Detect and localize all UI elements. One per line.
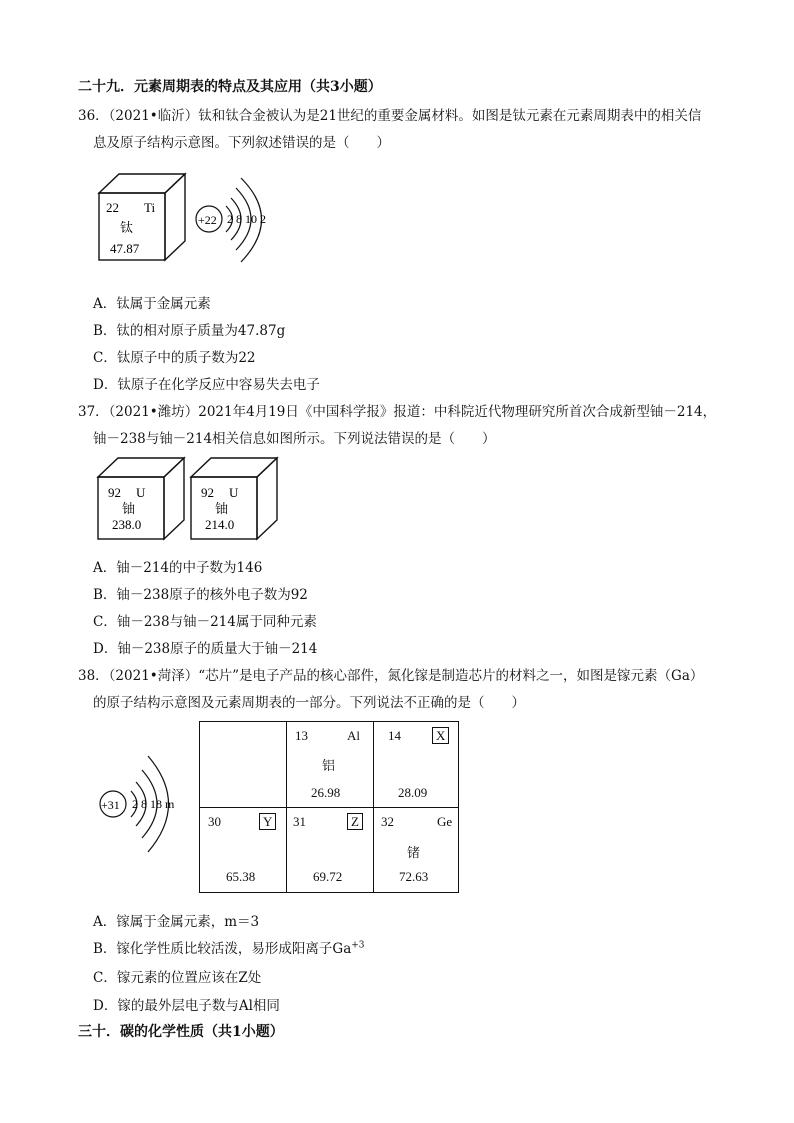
ge-number: 32 xyxy=(381,814,394,829)
ga-shells: 2 8 18 m xyxy=(132,797,175,811)
x-number: 14 xyxy=(388,728,401,743)
question-36-stem-cont: 息及原子结构示意图。下列叙述错误的是（ ） xyxy=(93,135,390,151)
gallium-atom-diagram xyxy=(96,740,196,870)
question-38-stem: 38．（2021•菏泽）“芯片”是电子产品的核心部件，氮化镓是制造芯片的材料之一，如图是镓元素（Ga） xyxy=(78,668,704,684)
q36-option-c: C．钛原子中的质子数为22 xyxy=(93,350,256,366)
z-mass: 69.72 xyxy=(313,869,343,884)
section-title-30: 三十．碳的化学性质（共1小题） xyxy=(78,1024,284,1040)
q38-option-a: A．镓属于金属元素，m＝3 xyxy=(93,914,260,930)
al-number: 13 xyxy=(295,728,308,743)
titanium-figure xyxy=(96,170,276,288)
ti-name: 钛 xyxy=(120,220,134,235)
table-cell-z xyxy=(286,807,374,893)
question-37-stem: 37．（2021•潍坊）2021年4月19日《中国科学报》报道：中科院近代物理研究所首次合成新型铀－214， xyxy=(78,404,717,420)
al-symbol: Al xyxy=(347,728,360,743)
section-title: 二十九．元素周期表的特点及其应用（共3小题） xyxy=(78,79,382,95)
table-cell-empty xyxy=(199,721,287,808)
z-symbol: Z xyxy=(347,813,363,830)
u238-mass: 238.0 xyxy=(112,517,142,532)
q38-option-b-charge: +3 xyxy=(351,940,365,951)
q37-option-d: D．铀－238原子的质量大于铀－214 xyxy=(93,641,318,657)
q38-option-d: D．镓的最外层电子数与Al相同 xyxy=(93,998,280,1014)
u214-symbol: U xyxy=(229,485,239,500)
ti-shells: 2 8 10 2 xyxy=(227,212,266,226)
q38-option-b-text: B．镓化学性质比较活泼，易形成阳离子Ga xyxy=(93,941,352,957)
q38-option-c: C．镓元素的位置应该在Z处 xyxy=(93,970,262,986)
q37-option-b: B．铀－238原子的核外电子数为92 xyxy=(93,587,308,603)
table-cell-al xyxy=(286,721,374,808)
al-mass: 26.98 xyxy=(311,785,341,800)
y-symbol: Y xyxy=(259,813,276,830)
y-number: 30 xyxy=(208,814,221,829)
table-cell-x xyxy=(373,721,459,808)
q36-option-b: B．钛的相对原子质量为47.87g xyxy=(93,323,286,339)
q38-option-b xyxy=(93,937,365,957)
q36-option-d: D．钛原子在化学反应中容易失去电子 xyxy=(93,377,320,393)
periodic-table-fragment xyxy=(199,721,459,893)
u214-number: 92 xyxy=(201,485,214,500)
q37-option-a: A．铀－214的中子数为146 xyxy=(93,560,263,576)
y-mass: 65.38 xyxy=(226,869,256,884)
ti-mass: 47.87 xyxy=(110,241,140,256)
u238-number: 92 xyxy=(108,485,121,500)
u238-symbol: U xyxy=(136,485,146,500)
u238-name: 铀 xyxy=(122,501,136,516)
q36-option-a: A．钛属于金属元素 xyxy=(93,296,211,312)
table-cell-y xyxy=(199,807,287,893)
ti-symbol: Ti xyxy=(144,200,156,215)
u214-mass: 214.0 xyxy=(205,517,235,532)
ge-symbol: Ge xyxy=(437,814,453,829)
ge-mass: 72.63 xyxy=(399,869,429,884)
x-mass: 28.09 xyxy=(398,785,428,800)
ti-atomic-number: 22 xyxy=(106,200,119,215)
ge-name: 锗 xyxy=(407,845,421,860)
z-number: 31 xyxy=(293,814,306,829)
uranium-figure xyxy=(96,455,281,543)
ga-nucleus: +31 xyxy=(101,798,120,812)
question-37-stem-cont: 铀－238与铀－214相关信息如图所示。下列说法错误的是（ ） xyxy=(93,431,496,447)
table-cell-ge xyxy=(373,807,459,893)
x-symbol: X xyxy=(432,727,449,744)
q37-option-c: C．铀－238与铀－214属于同种元素 xyxy=(93,614,317,630)
ti-nucleus: +22 xyxy=(198,213,217,227)
question-36-stem: 36．（2021•临沂）钛和钛合金被认为是21世纪的重要金属材料。如图是钛元素在元素周期表中的相关信 xyxy=(78,108,702,124)
u214-name: 铀 xyxy=(215,501,229,516)
question-38-stem-cont: 的原子结构示意图及元素周期表的一部分。下列说法不正确的是（ ） xyxy=(93,695,525,711)
al-name: 铝 xyxy=(322,758,336,773)
